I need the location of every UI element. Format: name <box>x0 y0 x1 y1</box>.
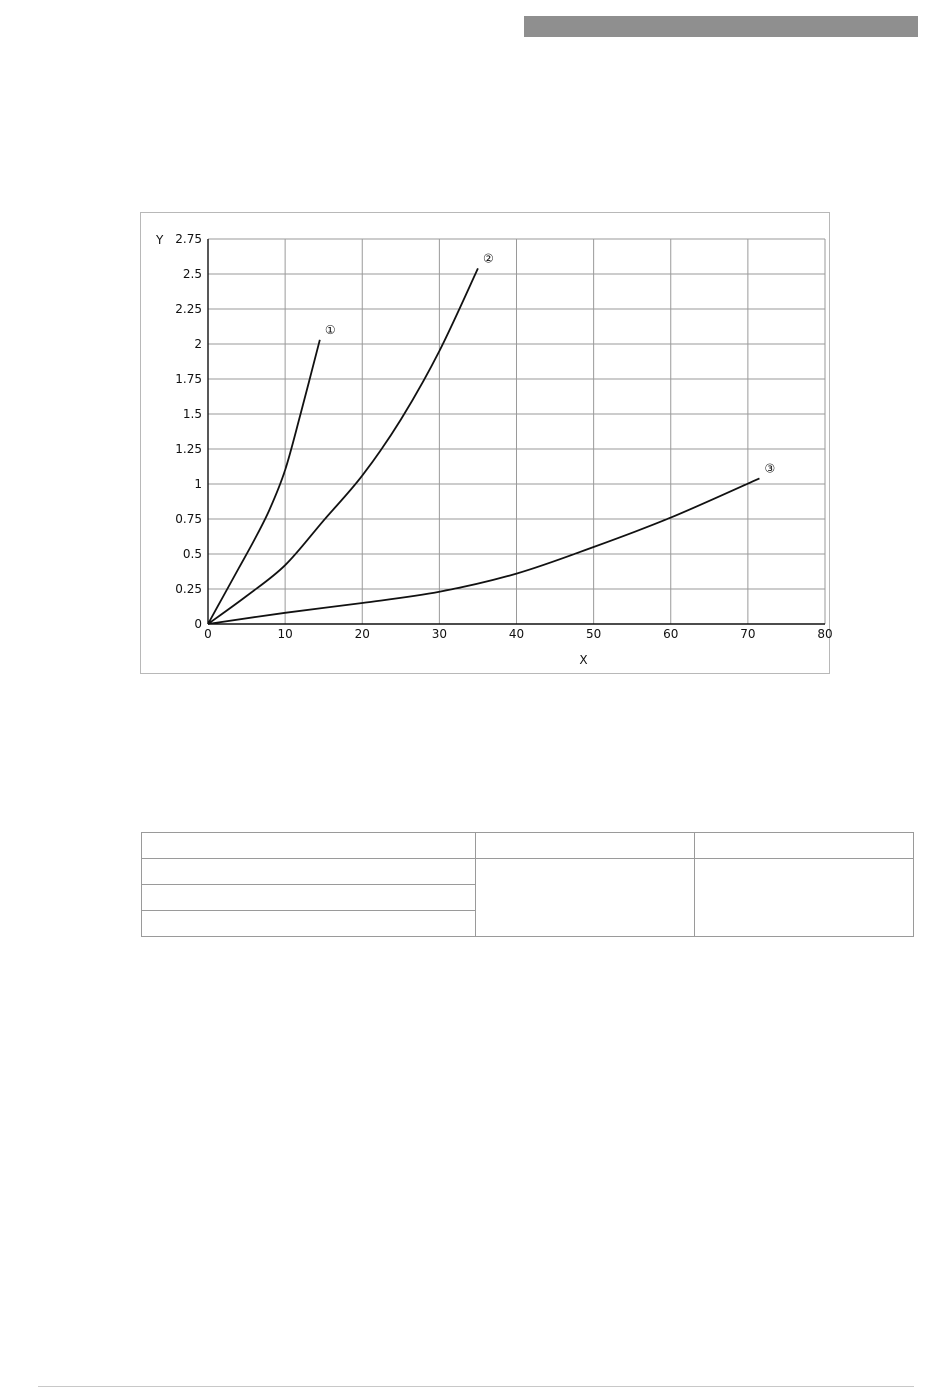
data-table <box>141 832 914 937</box>
table-header-row <box>142 833 914 859</box>
y-tick-label: 0 <box>194 617 202 631</box>
table-cell <box>476 859 695 937</box>
y-tick-label: 0.75 <box>175 512 202 526</box>
x-tick-label: 10 <box>277 627 293 641</box>
table-cell <box>142 833 476 859</box>
table-cell <box>695 833 914 859</box>
series-label-1: ① <box>324 322 336 337</box>
series-line-3 <box>208 478 759 624</box>
x-tick-label: 60 <box>663 627 679 641</box>
y-tick-label: 2 <box>194 337 202 351</box>
x-axis-label: X <box>579 653 588 667</box>
x-tick-label: 80 <box>817 627 833 641</box>
y-tick-label: 0.5 <box>182 547 202 561</box>
x-tick-label: 50 <box>585 627 602 641</box>
table-cell <box>142 911 476 937</box>
chart-frame <box>140 212 833 674</box>
y-tick-label: 0.25 <box>175 582 202 596</box>
series-line-2 <box>208 268 478 624</box>
y-tick-label: 2.5 <box>182 267 202 281</box>
x-tick-label: 70 <box>740 627 756 641</box>
chart <box>141 213 831 675</box>
table-cell <box>142 859 476 885</box>
table-row <box>142 859 914 885</box>
x-tick-label: 20 <box>354 627 370 641</box>
x-tick-label: 40 <box>508 627 525 641</box>
header-bar <box>524 16 918 37</box>
y-tick-label: 1 <box>194 477 202 491</box>
footer-divider <box>38 1386 914 1387</box>
y-tick-label: 2.25 <box>175 302 202 316</box>
table-cell <box>142 885 476 911</box>
y-axis-label: Y <box>156 233 164 247</box>
y-tick-label: 1.25 <box>175 442 202 456</box>
series-label-3: ③ <box>764 461 776 476</box>
table-cell <box>476 833 695 859</box>
y-tick-label: 1.75 <box>175 372 202 386</box>
x-tick-label: 0 <box>204 627 212 641</box>
table-cell <box>695 859 914 937</box>
y-tick-label: 2.75 <box>175 232 202 246</box>
series-line-1 <box>208 340 320 624</box>
y-tick-label: 1.5 <box>182 407 202 421</box>
series-label-2: ② <box>482 251 494 266</box>
x-tick-label: 30 <box>431 627 448 641</box>
